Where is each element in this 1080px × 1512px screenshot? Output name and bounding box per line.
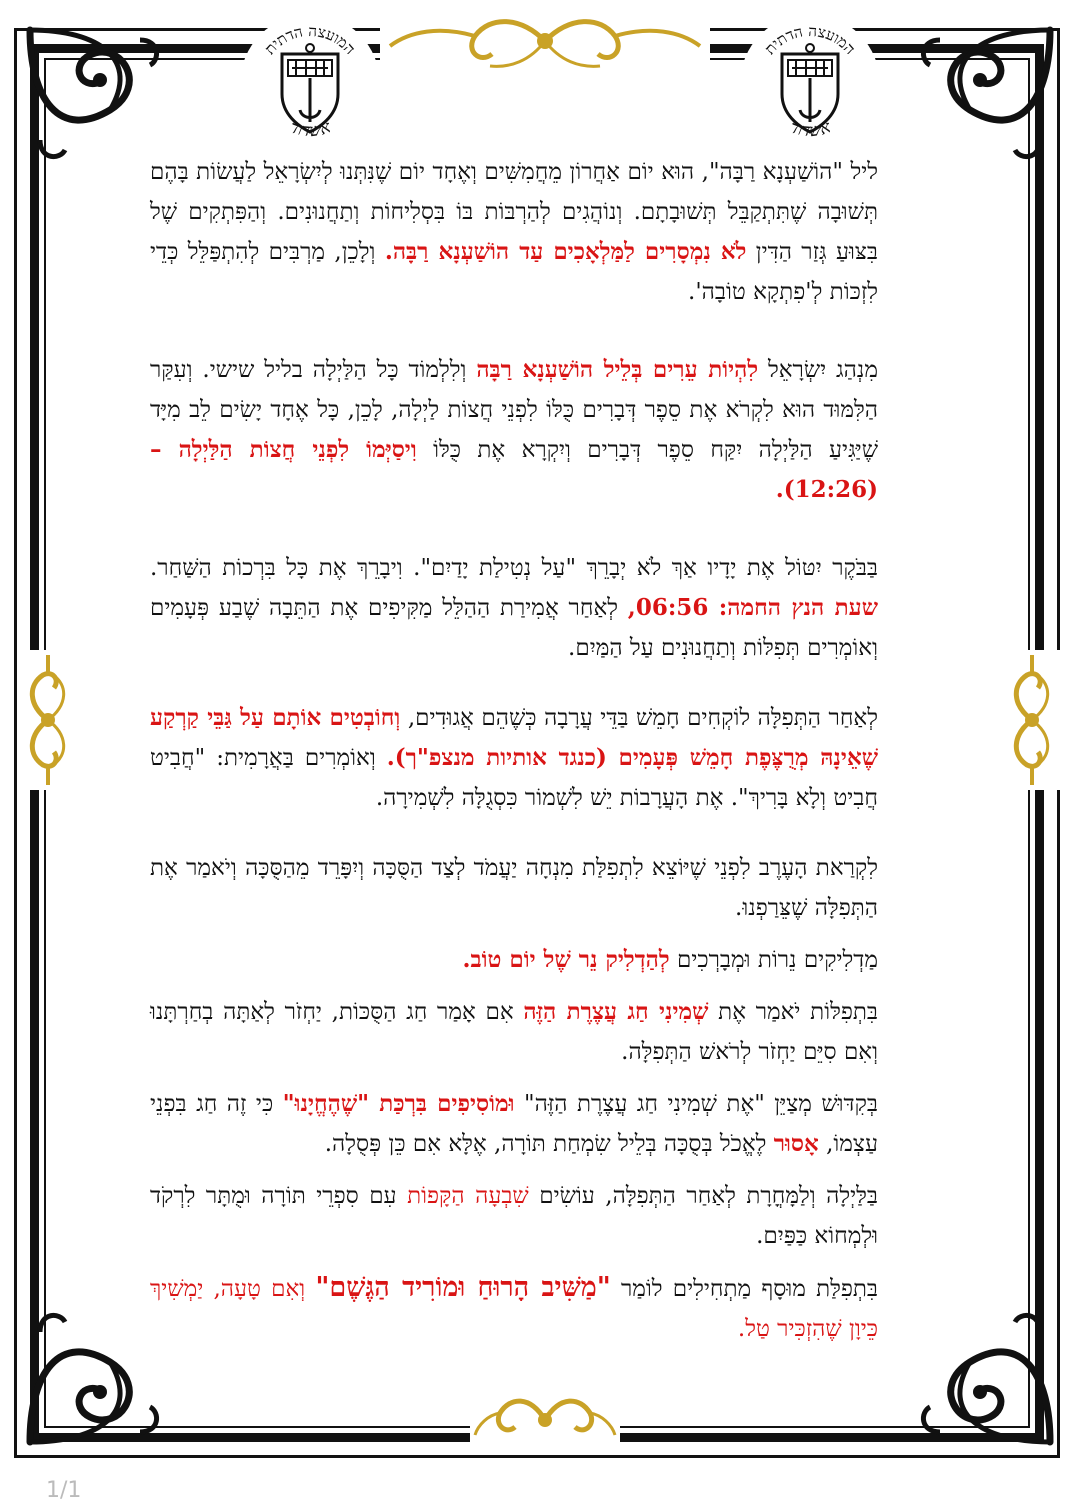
page-number: 1/1	[46, 1478, 82, 1503]
paragraph-gap	[150, 1164, 878, 1176]
paragraph-gap	[150, 818, 878, 848]
text-run: עִם סִפְרֵי תּוֹרָה וּמֻתָּר לִרְקֹד וּלְמְחוֹא כַּפַּיִם.	[150, 1183, 878, 1249]
seal-bottom-text: אשדוד	[286, 117, 334, 142]
text-run: אִם אָמַר חַג הַסֻּכּוֹת, יַחְזֹר לְאַתָּה בְחַרְתָּנוּ וְאִם סִיֵּם יַחְזֹר לְרֹאשׁ הַתְּפִלָּה.	[150, 999, 878, 1065]
paragraph-gap	[150, 312, 878, 350]
text-run: לְאַחַר הַתְּפִלָּה לוֹקְחִים חָמֵשׁ בַּדֵּי עֲרָבָה כְּשֶׁהֵם אֲגוּדִים,	[400, 705, 878, 731]
text-run: וְאוֹמְרִים בַּאֲרָמִית: "חֲבִיט חֲבִיט וְלָא בָּרִיךְ". אֶת הָעֲרָבוֹת יֵשׁ לִשְׁמוֹר כִּסְגֻלָּה לִשְׁמִירָה.	[150, 745, 878, 811]
corner-flourish-icon	[910, 20, 1060, 170]
highlight-text: וִיסַיְּמוֹ לִפְנֵי חֲצוֹת הַלַּיְלָה – (12:26).	[150, 436, 878, 503]
corner-flourish-icon	[910, 1302, 1060, 1452]
text-run: לֶאֱכֹל בְּסֻכָּה בְּלֵיל שִׂמְחַת תּוֹרָה, אֶלָּא אִם כֵּן פְּסֻלָה.	[324, 1131, 774, 1157]
gold-ornament-icon	[380, 6, 710, 76]
text-run: מַדְלִיקִים נֵרוֹת וּמְבָרְכִים	[669, 947, 878, 973]
highlight-text: שִׁבְעָה הַקָּפוֹת	[407, 1183, 529, 1209]
seal-emblem-right	[740, 14, 880, 154]
paragraph	[150, 940, 878, 980]
text-run: בְּקִדּוּשׁ מְצַיֵּן "אֶת שְׁמִינִי חַג עֲצֶרֶת הַזֶּה"	[514, 1091, 878, 1117]
paragraph	[150, 152, 878, 312]
highlight-text: שעת הנץ החמה: 06:56,	[627, 594, 878, 621]
text-run: וְלָכֵן, מַרְבִּים לְהִתְפַּלֵּל כְּדֵי לִזְכּוֹת לְ'פִתְקָא טוֹבָה'.	[150, 239, 878, 305]
highlight-text: "מַשִּׁיב הָרוּחַ וּמוֹרִיד הַגֶּשֶׁם"	[315, 1272, 611, 1303]
highlight-text: וְחוֹבְטִים אוֹתָם עַל גַּבֵּי קַרְקַע שֶׁאֵינָהּ מְרֻצֶּפֶת חָמֵשׁ פְּעָמִים (כנגד אותיות מנצפ"ך).	[150, 704, 878, 771]
highlight-text: לְהַדְלִיק נֵר שֶׁל יוֹם טוֹב.	[462, 946, 670, 973]
paragraph-gap	[150, 980, 878, 992]
paragraph-gap	[150, 928, 878, 940]
seal-bottom-text: אשדוד	[786, 117, 834, 142]
seal-emblem-icon	[240, 14, 380, 154]
gold-ornament-icon	[18, 650, 78, 790]
text-run: וְלִלְמוֹד כָּל הַלַּיְלָה בליל שישי. וְעִקַּר הַלִּמּוּד הוּא לִקְרֹא אֶת סֵפֶר דְּבָרִים כֻּלּוֹ לִפְנֵי חֲצוֹת לַיְלָה, לָכֵן, כָּל אֶחָד יָשִׂים לֵב מִיָּד שֶׁיַּגִּיעַ הַלַּיְלָה יִקַּח סֵפֶר דְּבָרִים וְיִקְרָא אֶת כֻּלּוֹ	[150, 357, 878, 463]
text-run: כִּי זֶה חַג בִּפְנֵי עַצְמוֹ,	[150, 1091, 878, 1157]
text-run: מִנְהַג יִשְׂרָאֵל	[758, 357, 878, 383]
paragraph-gap	[150, 668, 878, 698]
highlight-text: לִהְיוֹת עֵרִים בְּלֵיל הוֹשַׁעְנָא רַבָּה	[476, 356, 759, 383]
text-run: בִּתְפִלּוֹת יֹאמַר אֶת	[708, 999, 878, 1025]
text-run	[305, 1276, 315, 1302]
highlight-text: לֹא נִמְסָרִים לַמַּלְאָכִים עַד הוֹשַׁעְנָא רַבָּה.	[384, 238, 747, 265]
paragraph-gap	[150, 1072, 878, 1084]
paragraph	[150, 1268, 878, 1349]
text-run: בַּבֹּקֶר יִטּוֹל אֶת יָדָיו אַךְ לֹא יְבָרֵךְ "עַל נְטִילַת יָדַיִם". וִיבָרֵךְ אֶת כָּל בִּרְכוֹת הַשַּׁחַר.	[150, 555, 878, 581]
document-body	[150, 152, 878, 1349]
text-run: לְאַחַר אֲמִירַת הַהַלֵּל מַקִּיפִים אֶת הַתֵּבָה שֶׁבַע פְּעָמִים וְאוֹמְרִים תְּפִלּוֹת וְתַחֲנוּנִים עַל הַמַּיִם.	[150, 595, 878, 661]
seal-emblem-icon	[740, 14, 880, 154]
paragraph-gap	[150, 1256, 878, 1268]
text-run: בִּתְפִלַּת מוּסָף מַתְחִילִים לוֹמַר	[610, 1276, 879, 1302]
paragraph	[150, 848, 878, 928]
paragraph	[150, 350, 878, 510]
paragraph	[150, 992, 878, 1072]
highlight-text: וְאִם טָעָה, יַמְשִׁיךְ כֵּיוָן שֶׁהִזְכִּיר טַל.	[150, 1276, 878, 1342]
highlight-text: וּמוֹסִיפִים בִּרְכַּת "שֶׁהֶחֱיָנוּ"	[282, 1090, 515, 1117]
seal-top-text: המועצה הדתית	[760, 21, 860, 58]
paragraph	[150, 1084, 878, 1164]
seal-emblem-left	[240, 14, 380, 154]
text-run: ליל "הוֹשַׁעְנָא רַבָּה", הוּא יוֹם אַחֲרוֹן מֵחֲמִשִּׁים וְאֶחָד יוֹם שֶׁנִּתְּנוּ לְיִשְׂרָאֵל לַעֲשׂוֹת בָּהֶם תְּשׁוּבָה שֶׁתִּתְקַבֵּל תְּשׁוּבָתָם. וְנוֹהֲגִים לְהַרְבּוֹת בּוֹ בִּסְלִיחוֹת וְתַחֲנוּנִים. וְהַפִּתְקִים שֶׁל בִּצּוּעַ גְּזַר הַדִּין	[150, 159, 878, 265]
paragraph	[150, 1176, 878, 1256]
paragraph	[150, 548, 878, 668]
gold-ornament-icon	[470, 1385, 620, 1455]
corner-flourish-icon	[20, 1302, 170, 1452]
highlight-text: אָסוּר	[773, 1130, 819, 1157]
paragraph-gap	[150, 510, 878, 548]
text-run: לִקְרַאת הָעֶרֶב לִפְנֵי שֶׁיּוֹצֵא לִתְפִלַּת מִנְחָה יַעֲמֹד לְצַד הַסֻּכָּה וְיִפָּרֵד מֵהַסֻּכָּה וְיֹאמַר אֶת הַתְּפִלָּה שֶׁצֵּרַפְנוּ.	[150, 855, 878, 921]
gold-ornament-icon	[1002, 650, 1062, 790]
text-run: בַּלַּיְלָה וְלַמָּחֳרָת לְאַחַר הַתְּפִלָּה, עוֹשִׂים	[528, 1183, 878, 1209]
paragraph	[150, 698, 878, 818]
seal-top-text: המועצה הדתית	[260, 21, 360, 58]
highlight-text: שְׁמִינִי חַג עֲצֶרֶת הַזֶּה	[523, 998, 709, 1025]
corner-flourish-icon	[20, 20, 170, 170]
